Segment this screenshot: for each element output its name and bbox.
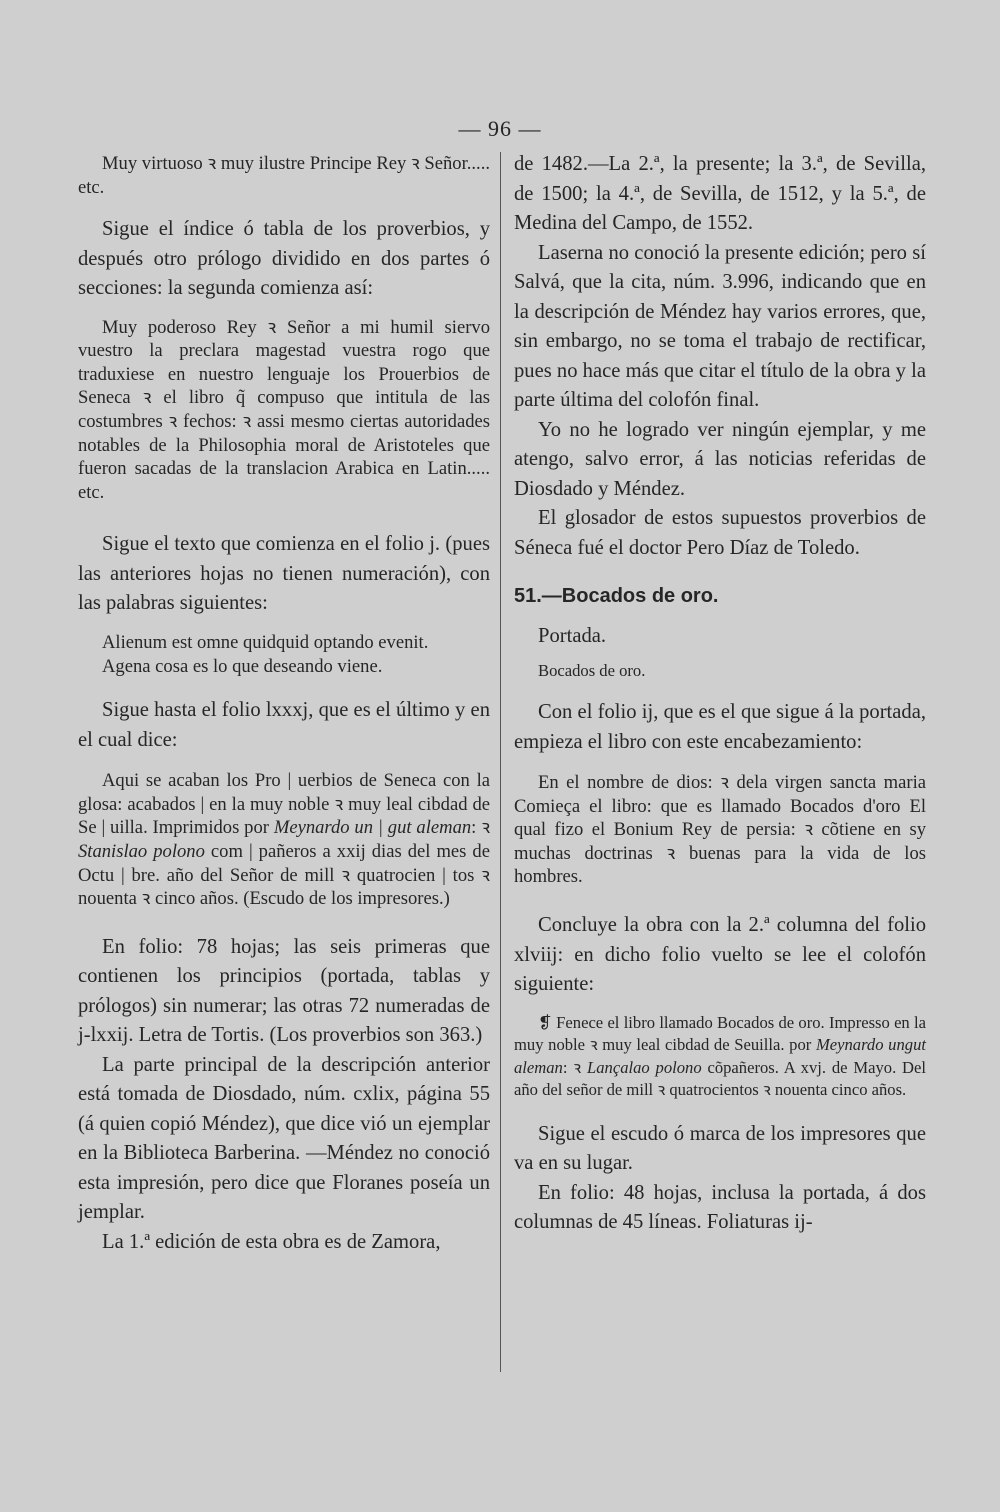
title-quote: Bocados de oro.	[538, 660, 646, 680]
paragraph-editions: de 1482.—La 2.ª, la presente; la 3.ª, de Sevilla, de 1500; la 4.ª, de Sevilla, de 1512, y la 5.ª, de Medina del Campo, de 1552.	[514, 153, 926, 234]
left-column	[78, 150, 490, 1257]
paragraph-index: Sigue el índice ó tabla de los proverbios, y después otro prólogo dividido en dos partes ó secciones: la segunda comienza así:	[78, 218, 490, 300]
colophon-quote-right: ❡ Fenece el libro llamado Bocados de oro. Impresso en la muy noble ꝛ muy leal cibdad de Seuilla. por Meynardo ungut aleman: ꝛ Lançalao polono cõpañeros. A xvj. de Mayo. Del año del señor de mill ꝛ quatrocientos ꝛ nouenta cinco años.	[514, 1012, 927, 1100]
paragraph-last-folio: Sigue hasta el folio lxxxj, que es el último y en el cual dice:	[78, 699, 490, 751]
dedication-quote: Muy virtuoso ꝛ muy ilustre Principe Rey ꝛ Señor..... etc.	[78, 153, 490, 198]
heading-quote: En el nombre de dios: ꝛ dela virgen sancta maria Comieça el libro: que es llamado Bocados d'oro El qual fizo el Bonium Rey de persia: ꝛ cõtiene en sy muchas doctrinas ꝛ buenas para la vida de los hombres.	[514, 772, 926, 888]
paragraph-first-edition: La 1.ª edición de esta obra es de Zamora,	[102, 1230, 441, 1253]
paragraph-folio-description: En folio: 78 hojas; las seis primeras que contienen los principios (portada, tablas y prólogos) sin numerar; las otras 72 numeradas de j-lxxij. Letra de Tortis. (Los proverbios son 363.)	[78, 935, 490, 1047]
spanish-quote: Agena cosa es lo que deseando viene.	[102, 655, 383, 677]
column-divider	[500, 152, 501, 1372]
colophon-quote: Aqui se acaban los Pro | uerbios de Seneca con la glosa: acabados | en la muy noble ꝛ muy leal cibdad de Se | uilla. Imprimidos por Meynardo un | gut aleman: ꝛ Stanislao polono com | pañeros a xxij dias del mes de Octu | bre. año del Señor de mill ꝛ quatrocien | tos ꝛ nouenta ꝛ cinco años. (Escudo de los impresores.)	[78, 770, 491, 910]
paragraph-portada: Portada.	[538, 625, 607, 647]
latin-quote: Alienum est omne quidquid optando evenit.	[102, 631, 429, 653]
paragraph-conclusion: Concluye la obra con la 2.ª columna del folio xlviij: en dicho folio vuelto se lee el colofón siguiente:	[514, 914, 926, 996]
paragraph-escudo: Sigue el escudo ó marca de los impresores que va en su lugar.	[514, 1122, 926, 1175]
prologue-quote: Muy poderoso Rey ꝛ Señor a mi humil siervo vuestro la preclara magestad vuestra rogo que traduxiese en nuestro lenguaje los Prouerbios de Seneca ꝛ el libro q̃ compuso que intitula de las costumbres ꝛ fechos: ꝛ assi mesmo ciertas autoridades notables de la Philosophia moral de Aristoteles que fueron sacadas de la translacion Arabica en Latin..... etc.	[78, 316, 490, 503]
paragraph-no-copy: Yo no he logrado ver ningún ejemplar, y me atengo, salvo error, á las noticias referidas de Diosdado y Méndez.	[514, 418, 926, 500]
paragraph-folio-count: En folio: 48 hojas, inclusa la portada, á dos columnas de 45 líneas. Foliaturas ij-	[514, 1181, 926, 1234]
paragraph-source: La parte principal de la descripción anterior está tomada de Diosdado, núm. cxlix, página 55 (á quien copió Méndez), que dice vió un ejemplar en la Biblioteca Barberina. —Méndez no conoció esta impresión, pero dice que Floranes poseía un jemplar.	[78, 1053, 490, 1224]
paragraph-glosador: El glosador de estos supuestos proverbios de Séneca fué el doctor Pero Díaz de Toledo.	[514, 507, 926, 559]
right-column	[514, 150, 926, 1238]
paragraph-text-start: Sigue el texto que comienza en el folio j. (pues las anteriores hojas no tienen numeración), con las palabras siguientes:	[78, 533, 490, 615]
paragraph-laserna: Laserna no conoció la presente edición; pero sí Salvá, que la cita, núm. 3.996, indicando que en la descripción de Méndez hay varios errores, que, sin embargo, no se toma el trabajo de rectificar, pues no hace más que citar el título de la obra y la parte última del colofón final.	[514, 241, 926, 411]
section-heading: 51.—Bocados de oro.	[514, 585, 719, 607]
page-number: — 96 —	[458, 116, 542, 141]
paragraph-folio-ij: Con el folio ij, que es el que sigue á la portada, empieza el libro con este encabezamiento:	[514, 701, 926, 753]
